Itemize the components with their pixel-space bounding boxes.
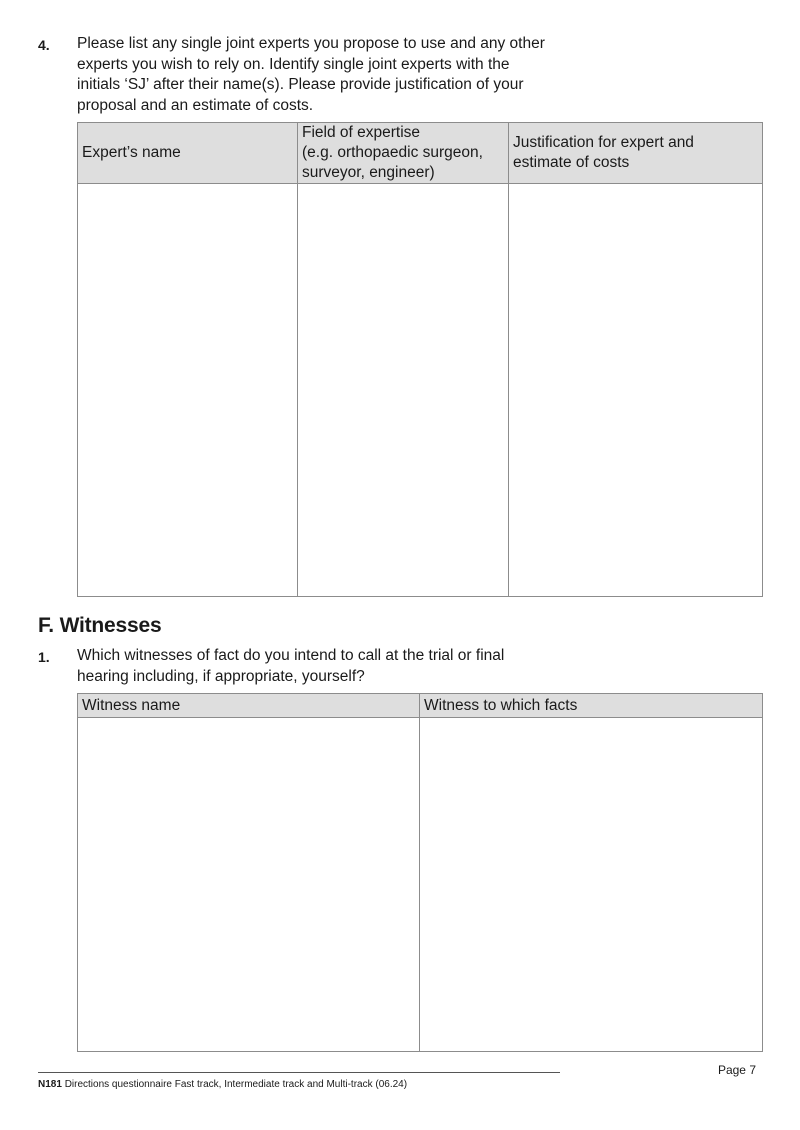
page-number: Page 7 [717, 1063, 756, 1077]
witness-facts-field[interactable] [420, 718, 763, 1052]
witness-header-name: Witness name [78, 694, 420, 718]
witness-header-facts: Witness to which facts [420, 694, 763, 718]
experts-table-entry-row [78, 184, 763, 597]
experts-table [77, 122, 763, 597]
form-code: N181 [38, 1079, 62, 1090]
footer-divider [38, 1072, 560, 1073]
question-1-number: 1. [38, 649, 50, 665]
question-1-text: Which witnesses of fact do you intend to call at the trial or final hearing including, if appropriate, yourself? [77, 647, 505, 685]
experts-header-justification: Justification for expert and estimate of costs [509, 123, 763, 184]
witness-table [77, 693, 763, 1052]
expert-name-field[interactable] [78, 184, 298, 597]
experts-table-header-row [78, 123, 763, 184]
witness-table-entry-row [78, 718, 763, 1052]
form-footer [38, 1079, 407, 1090]
expert-field-of-expertise-field[interactable] [298, 184, 509, 597]
experts-header-field: Field of expertise (e.g. orthopaedic surgeon, surveyor, engineer) [298, 123, 509, 184]
section-f-heading: F. Witnesses [38, 614, 162, 637]
expert-justification-field[interactable] [509, 184, 763, 597]
witness-table-header-row [78, 694, 763, 718]
witness-name-field[interactable] [78, 718, 420, 1052]
form-title: Directions questionnaire Fast track, Intermediate track and Multi-track (06.24) [64, 1079, 408, 1090]
question-4-number: 4. [38, 37, 50, 53]
experts-header-name: Expert’s name [78, 123, 298, 184]
question-4-text: Please list any single joint experts you propose to use and any other experts you wish to rely on. Identify single joint experts with the initials ‘SJ’ after their name(s). Please provide justification of your proposal and an estimate of costs. [77, 35, 545, 114]
